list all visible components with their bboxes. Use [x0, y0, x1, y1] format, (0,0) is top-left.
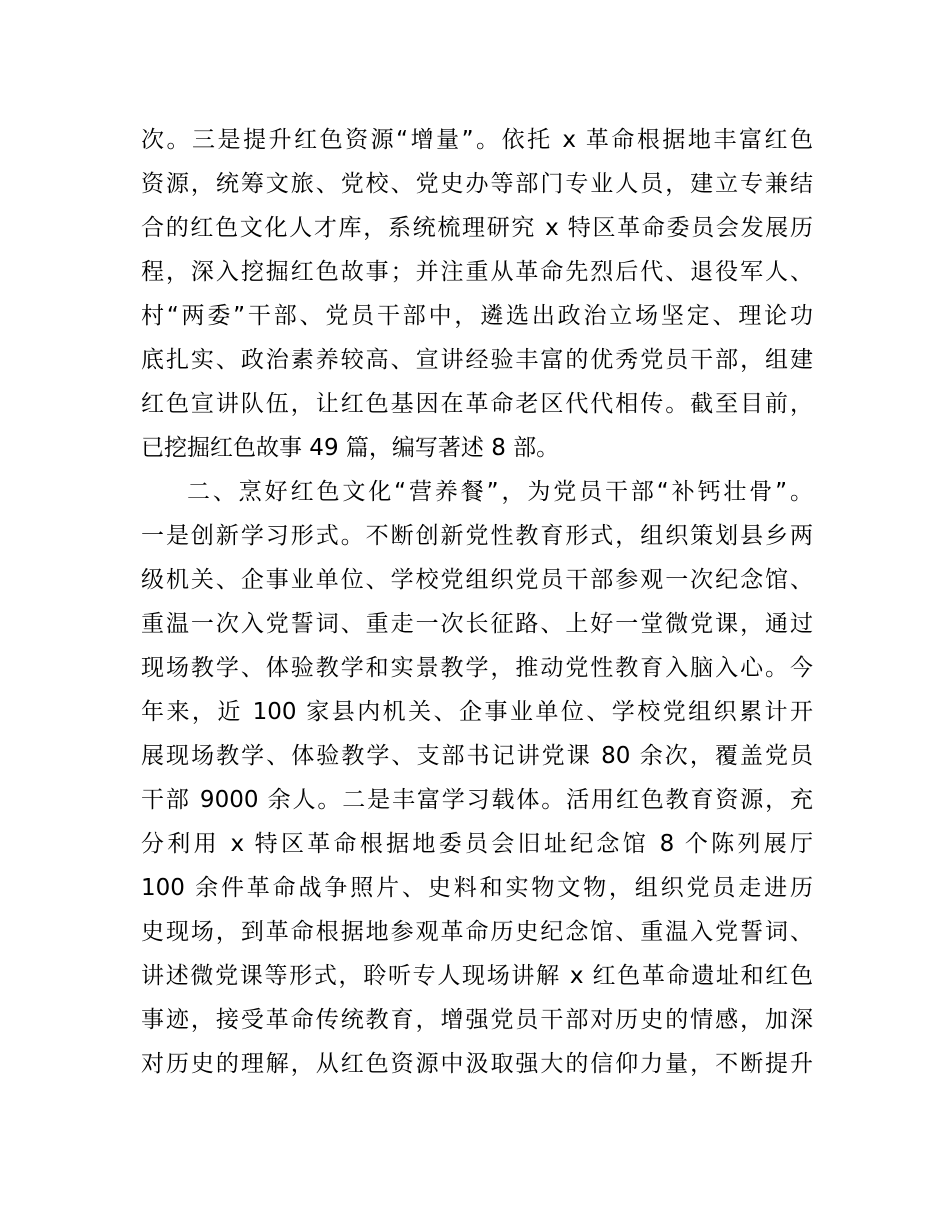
text-line: 红色宣讲队伍，让红色基因在革命老区代代相传。截至目前， — [141, 391, 813, 417]
text-line: 村“两委”干部、党员干部中，遴选出政治立场坚定、理论功 — [141, 303, 813, 329]
text-line: 程，深入挖掘红色故事；并注重从革命先烈后代、退役军人、 — [141, 259, 813, 285]
text-line: 已挖掘红色故事 49 篇，编写著述 8 部。 — [141, 435, 560, 461]
text-line: 年来，近 100 家县内机关、企事业单位、学校党组织累计开 — [141, 699, 813, 725]
text-line: 100 余件革命战争照片、史料和实物文物，组织党员走进历 — [141, 875, 813, 901]
text-line: 对历史的理解，从红色资源中汲取强大的信仰力量，不断提升 — [141, 1051, 813, 1077]
paragraph-2 — [141, 470, 813, 1086]
text-line: 史现场，到革命根据地参观革命历史纪念馆、重温入党誓词、 — [141, 919, 813, 945]
text-line: 展现场教学、体验教学、支部书记讲党课 80 余次，覆盖党员 — [141, 743, 813, 769]
text-line: 讲述微党课等形式，聆听专人现场讲解 x 红色革命遗址和红色 — [141, 963, 813, 989]
text-line: 现场教学、体验教学和实景教学，推动党性教育入脑入心。今 — [141, 655, 813, 681]
text-line: 干部 9000 余人。二是丰富学习载体。活用红色教育资源，充 — [141, 787, 813, 813]
text-line: 分利用 x 特区革命根据地委员会旧址纪念馆 8 个陈列展厅 — [141, 831, 813, 857]
text-line: 合的红色文化人才库，系统梳理研究 x 特区革命委员会发展历 — [141, 215, 813, 241]
text-line: 一是创新学习形式。不断创新党性教育形式，组织策划县乡两 — [141, 523, 813, 549]
text-line: 重温一次入党誓词、重走一次长征路、上好一堂微党课，通过 — [141, 611, 813, 637]
text-line: 次。三是提升红色资源“增量”。依托 x 革命根据地丰富红色 — [141, 127, 813, 153]
paragraph-1 — [141, 118, 813, 470]
text-line: 资源，统筹文旅、党校、党史办等部门专业人员，建立专兼结 — [141, 171, 813, 197]
text-line: 底扎实、政治素养较高、宣讲经验丰富的优秀党员干部，组建 — [141, 347, 813, 373]
text-line: 级机关、企事业单位、学校党组织党员干部参观一次纪念馆、 — [141, 567, 813, 593]
text-line: 事迹，接受革命传统教育，增强党员干部对历史的情感，加深 — [141, 1007, 813, 1033]
section-heading-line: 二、烹好红色文化“营养餐”，为党员干部“补钙壮骨”。 — [187, 479, 813, 505]
